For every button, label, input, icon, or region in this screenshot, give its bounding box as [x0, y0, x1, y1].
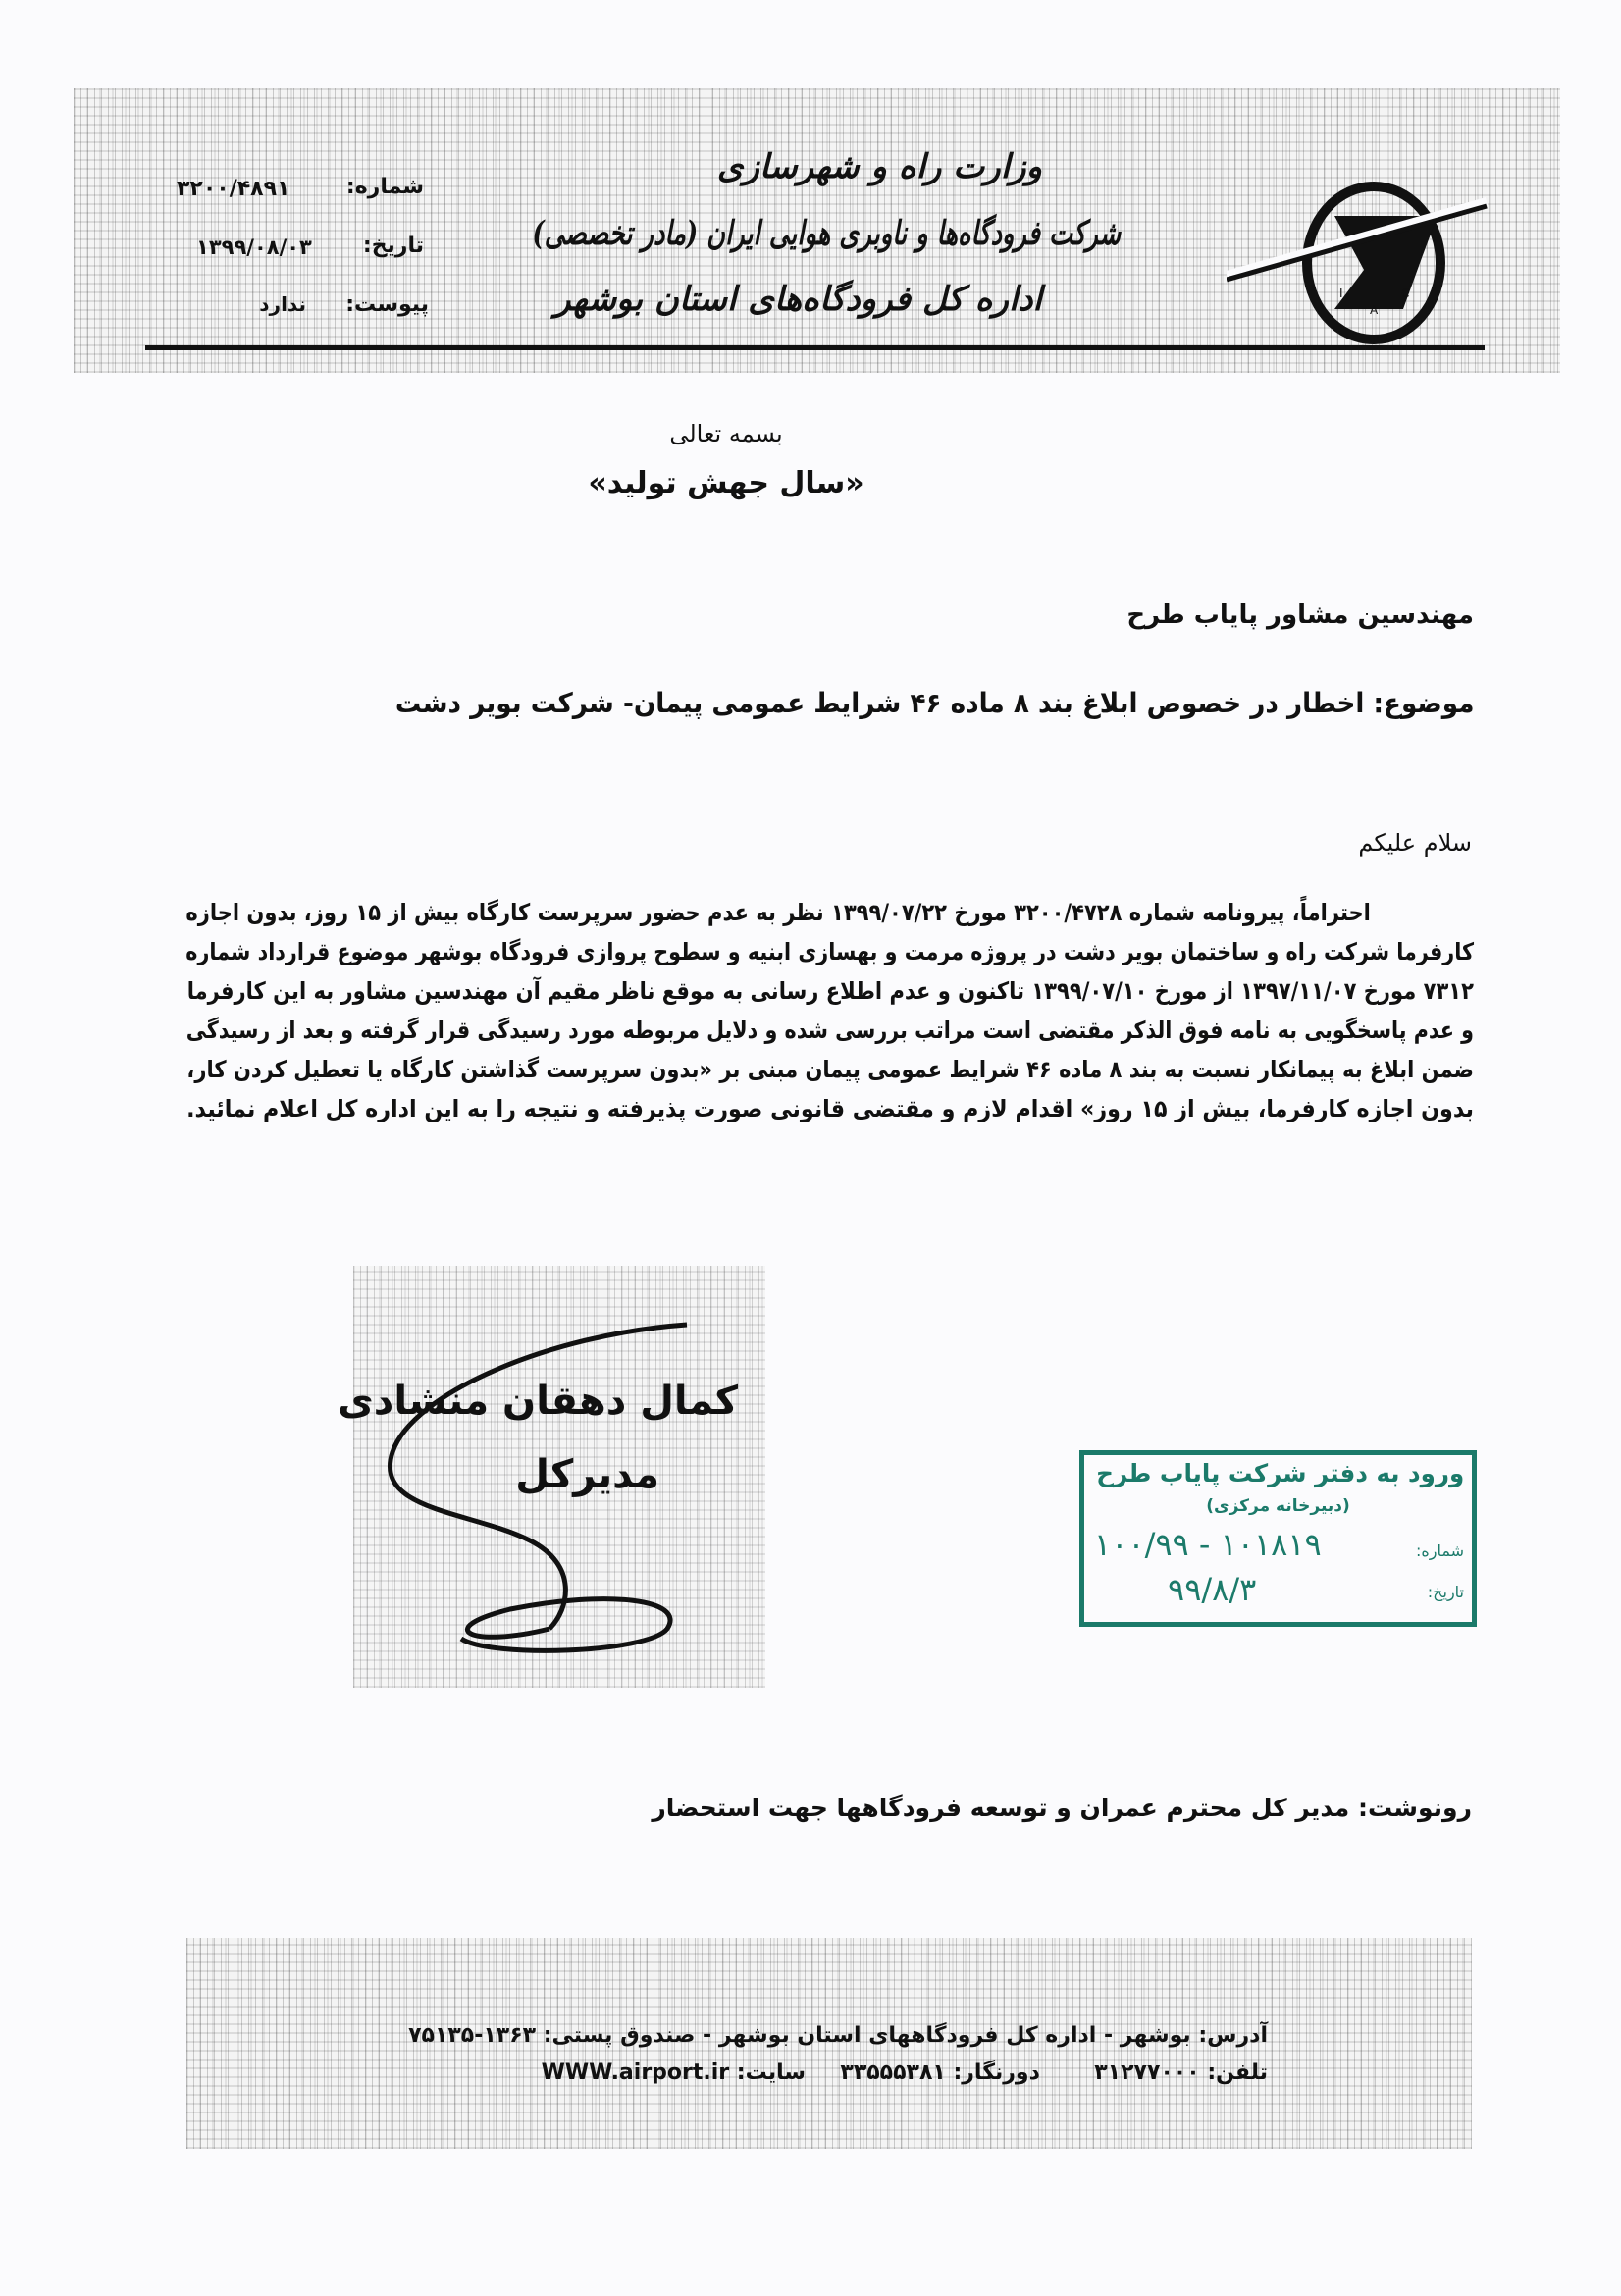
company-name: شرکت فرودگاه‌ها و ناوبری هوایی ایران (مادر تخصصی): [532, 214, 1121, 253]
footer-phone: تلفن: ۳۱۲۷۷۰۰۰: [1094, 2061, 1268, 2085]
footer-fax: دورنگار: ۳۳۵۵۵۳۸۱: [840, 2061, 1040, 2085]
letter-number-label: شماره:: [345, 175, 424, 199]
logo-letter: C: [1401, 287, 1410, 300]
footer-website: سایت: WWW.airport.ir: [541, 2061, 807, 2085]
stamp-number-label: شماره:: [1415, 1541, 1464, 1560]
attachment-label: پیوست:: [345, 292, 429, 317]
greeting: سلام علیکم: [1358, 829, 1472, 857]
body-paragraph: [186, 893, 1474, 1128]
signatory-title: مدیرکل: [515, 1452, 659, 1497]
logo: [1227, 182, 1491, 348]
letter-date-value: ۱۳۹۹/۰۸/۰۳: [196, 235, 312, 259]
attachment-value: ندارد: [259, 292, 306, 316]
carbon-copy: رونوشت: مدیر کل محترم عمران و توسعه فرودگاهها جهت استحضار: [652, 1794, 1472, 1822]
body-line: و عدم پاسخگویی به نامه فوق الذکر مقتضی است مراتب بررسی شده و دلایل مربوطه مورد رسیدگی قرار گرفته و بعد از رسیدگی: [185, 1017, 1474, 1044]
signatory-name: کمال دهقان منشادی: [338, 1379, 738, 1424]
logo-letter: A: [1370, 303, 1379, 317]
stamp-number-value: ۱۰۱۸۱۹ - ۱۰۰/۹۹: [1094, 1526, 1322, 1563]
addressee: مهندسین مشاور پایاب طرح: [1126, 600, 1474, 630]
letter-number-value: ۳۲۰۰/۴۸۹۱: [177, 177, 290, 201]
body-line: بدون اجازه کارفرما، بیش از ۱۵ روز» اقدام لازم و مقتضی قانونی صورت پذیرفته و نتیجه را به این اداره کل اعلام نمائید.: [186, 1095, 1474, 1122]
body-line: کارفرما شرکت راه و ساختمان بویر دشت در پروژه مرمت و بهسازی ابنیه و سطوح پروازی فرودگاه بوشهر موضوع قرارداد شماره: [185, 938, 1474, 965]
stamp-subtitle: (دبیرخانه مرکزی): [1206, 1496, 1350, 1516]
stamp-date-label: تاریخ:: [1427, 1583, 1464, 1601]
receipt-stamp: [1079, 1450, 1477, 1627]
year-slogan: «سال جهش تولید»: [588, 466, 864, 500]
subject: موضوع: اخطار در خصوص ابلاغ بند ۸ ماده ۴۶ شرایط عمومی پیمان- شرکت بویر دشت: [394, 687, 1474, 719]
footer-address: آدرس: بوشهر - اداره کل فرودگاههای استان بوشهر - صندوق پستی: ۱۳۶۳-۷۵۱۳۵: [408, 2023, 1268, 2048]
stamp-title: ورود به دفتر شرکت پایاب طرح: [1095, 1459, 1464, 1487]
body-line: ۷۳۱۲ مورخ ۱۳۹۷/۱۱/۰۷ از مورخ ۱۳۹۹/۰۷/۱۰ تاکنون و عدم اطلاع رسانی به موقع ناظر مقیم آن مهندسین مشاور به این کارفرما: [186, 977, 1474, 1005]
letter-date-label: تاریخ:: [362, 234, 424, 258]
body-line: احتراماً، پیرونامه شماره ۳۲۰۰/۴۷۲۸ مورخ ۱۳۹۹/۰۷/۲۲ نظر به عدم حضور سرپرست کارگاه بیش از ۱۵ روز، بدون اجازه: [185, 899, 1371, 926]
footer-contact: [542, 2061, 1268, 2085]
basmala: بسمه تعالی: [669, 420, 783, 447]
logo-letter: I: [1339, 287, 1343, 300]
ministry-name: وزارت راه و شهرسازی: [716, 147, 1042, 186]
stamp-date-value: ۹۹/۸/۳: [1168, 1571, 1257, 1608]
office-name: اداره کل فرودگاه‌های استان بوشهر: [554, 280, 1042, 319]
body-line: ضمن ابلاغ به پیمانکار نسبت به بند ۸ ماده ۴۶ شرایط عمومی پیمان مبنی بر «بدون سرپرست گذاشتن کارگاه یا تعطیل کردن کار،: [186, 1056, 1474, 1083]
